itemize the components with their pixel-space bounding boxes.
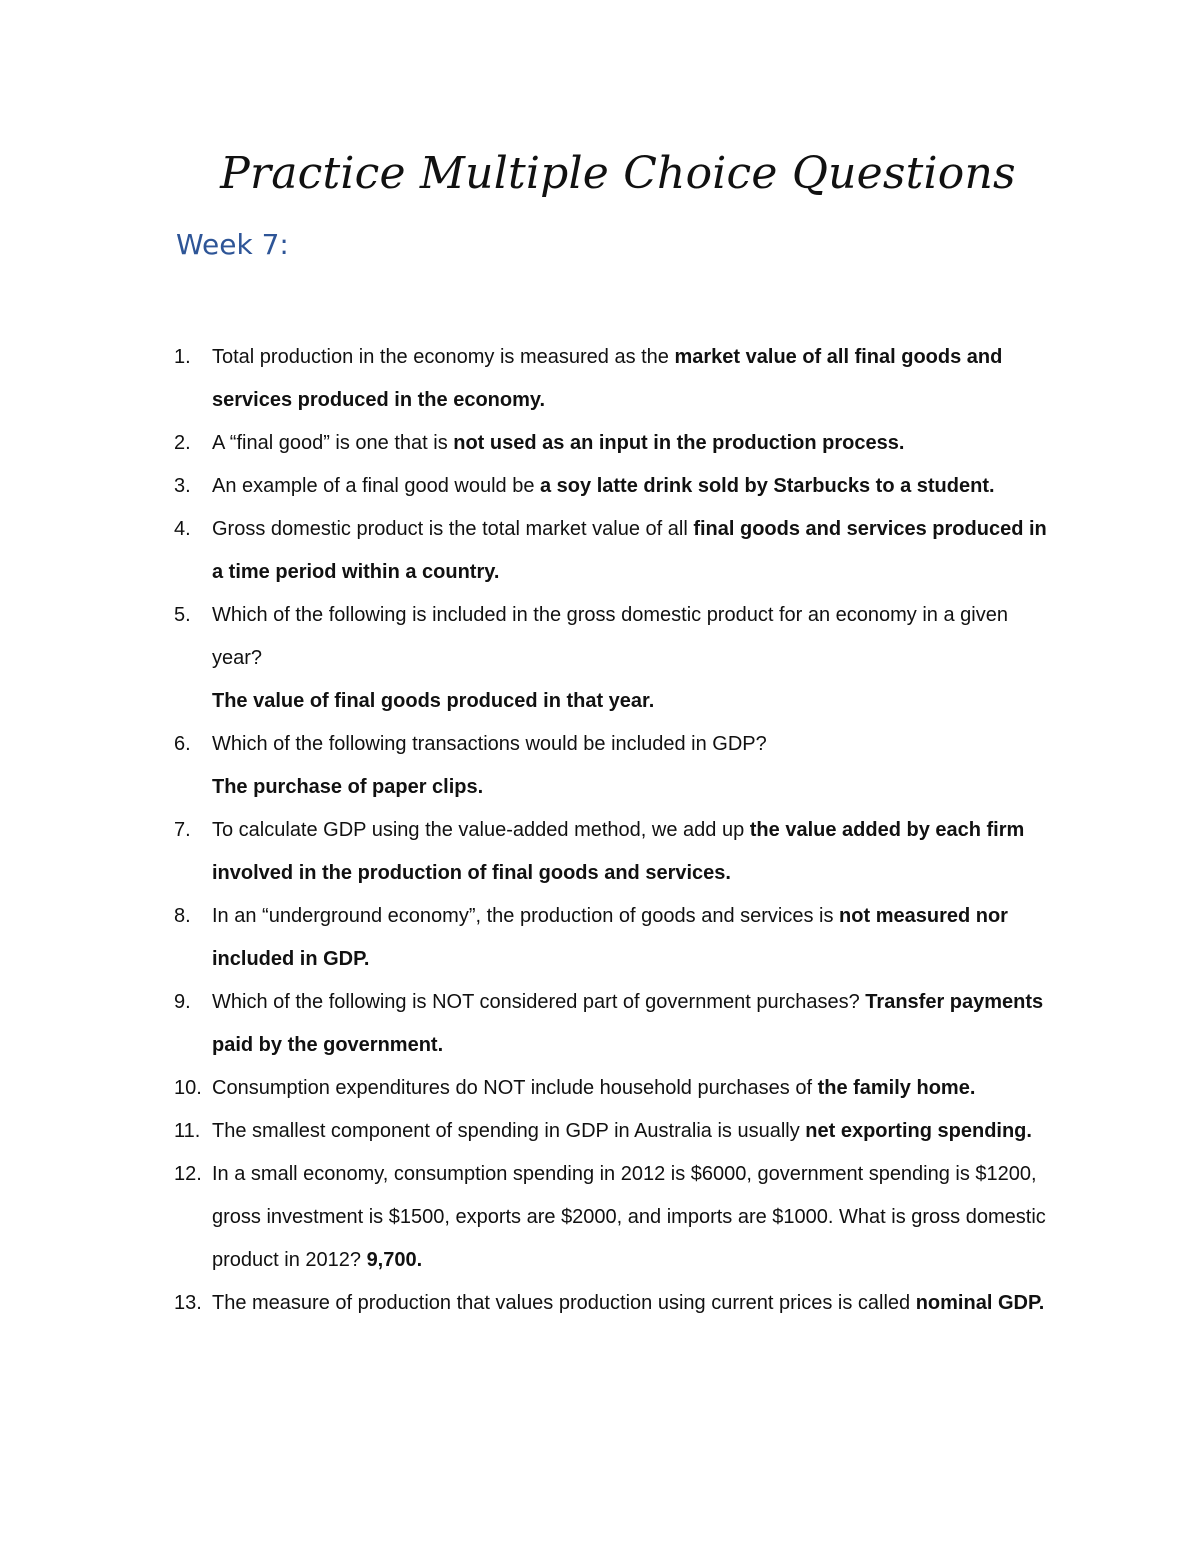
week-heading: Week 7: — [176, 228, 289, 261]
question-body — [212, 508, 1062, 594]
question-item — [0, 1153, 1200, 1282]
question-answer: a soy latte drink sold by Starbucks to a student. — [540, 475, 995, 497]
question-number: 12. — [174, 1163, 202, 1185]
question-item — [0, 981, 1200, 1067]
question-text: Which of the following is NOT considered part of government purchases? — [212, 991, 866, 1013]
question-number: 5. — [174, 604, 191, 626]
question-number: 6. — [174, 733, 191, 755]
question-body — [212, 1282, 1062, 1325]
question-number: 4. — [174, 518, 191, 540]
question-body — [212, 336, 1062, 422]
question-answer: not measured nor included in GDP. — [212, 905, 1008, 970]
question-answer: the value added by each firm involved in the production of final goods and services. — [212, 819, 1025, 884]
question-answer: market value of all final goods and services produced in the economy. — [212, 346, 1003, 411]
question-text: Gross domestic product is the total market value of all — [212, 518, 694, 540]
question-number: 10. — [174, 1077, 202, 1099]
question-item — [0, 809, 1200, 895]
question-text: Total production in the economy is measured as the — [212, 346, 675, 368]
question-body — [212, 465, 1062, 508]
question-body — [212, 594, 1062, 723]
question-body — [212, 1110, 1062, 1153]
question-number: 7. — [174, 819, 191, 841]
question-answer: nominal GDP. — [915, 1292, 1045, 1314]
question-number: 13. — [174, 1292, 202, 1314]
question-body — [212, 723, 1062, 809]
question-item — [0, 895, 1200, 981]
question-text: The smallest component of spending in GDP in Australia is usually — [212, 1120, 806, 1142]
question-answer: final goods and services produced in a time period within a country. — [212, 518, 1047, 583]
question-body — [212, 1153, 1062, 1282]
question-body — [212, 1067, 1062, 1110]
question-item — [0, 1067, 1200, 1110]
question-number: 11. — [174, 1120, 201, 1142]
question-number: 3. — [174, 475, 191, 497]
question-text: In an “underground economy”, the production of goods and services is — [212, 905, 840, 927]
question-body — [212, 895, 1062, 981]
question-body — [212, 981, 1062, 1067]
question-answer: 9,700. — [366, 1249, 423, 1271]
question-number: 8. — [174, 905, 191, 927]
question-text: The measure of production that values production using current prices is called — [212, 1292, 916, 1314]
question-number: 9. — [174, 991, 191, 1013]
question-text: A “final good” is one that is — [212, 432, 454, 454]
question-item — [0, 1282, 1200, 1325]
page-title: Practice Multiple Choice Questions — [220, 148, 1016, 199]
question-item — [0, 336, 1200, 422]
question-text: Which of the following is included in the gross domestic product for an economy in a given year? — [212, 604, 1008, 669]
question-text: Consumption expenditures do NOT include household purchases of — [212, 1077, 818, 1099]
question-text: In a small economy, consumption spending in 2012 is $6000, government spending is $1200, gross investment is $1500, exports are $2000, and imports are $1000. What is gross domestic product in 2012? — [212, 1163, 1046, 1271]
question-answer: net exporting spending. — [805, 1120, 1032, 1142]
question-answer-line: The value of final goods produced in that year. — [212, 690, 655, 712]
question-text: Which of the following transactions would be included in GDP? — [212, 733, 767, 755]
question-answer: the family home. — [817, 1077, 976, 1099]
question-list — [0, 336, 1200, 1325]
question-answer: not used as an input in the production process. — [453, 432, 905, 454]
question-item — [0, 1110, 1200, 1153]
question-answer-line: The purchase of paper clips. — [212, 776, 484, 798]
question-number: 1. — [174, 346, 191, 368]
question-item — [0, 422, 1200, 465]
question-item — [0, 508, 1200, 594]
question-body — [212, 422, 1062, 465]
question-number: 2. — [174, 432, 191, 454]
question-body — [212, 809, 1062, 895]
question-item — [0, 465, 1200, 508]
question-item — [0, 594, 1200, 723]
question-text: An example of a final good would be — [212, 475, 540, 497]
question-text: To calculate GDP using the value-added method, we add up — [212, 819, 750, 841]
question-item — [0, 723, 1200, 809]
question-answer: Transfer payments paid by the government. — [212, 991, 1044, 1056]
